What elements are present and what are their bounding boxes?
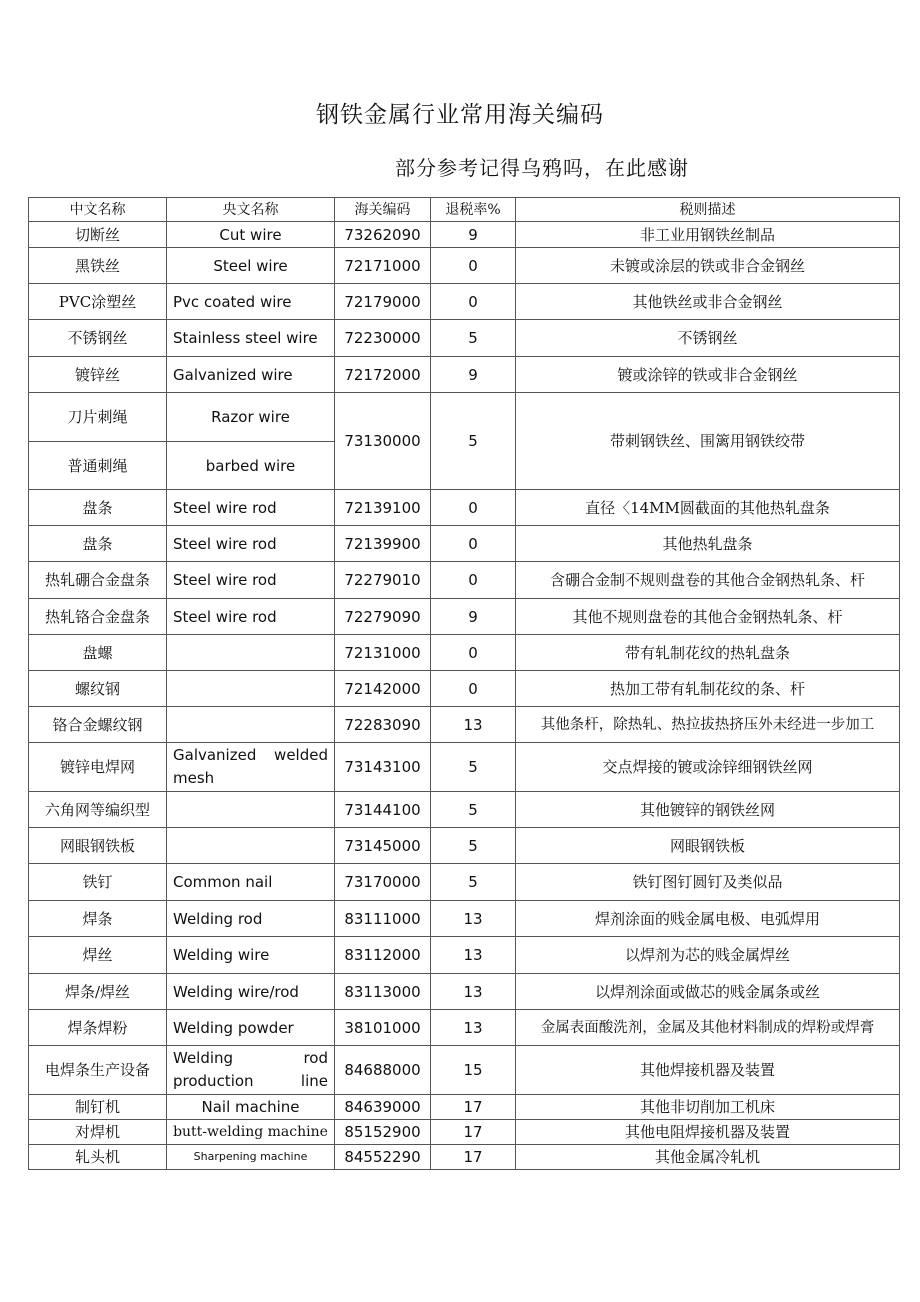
cell-rebate-rate: 13	[431, 937, 516, 974]
cell-chinese-name: 网眼钢铁板	[29, 828, 167, 864]
header-description: 税则描述	[516, 198, 900, 222]
cell-hs-code: 73130000	[335, 393, 431, 490]
cell-hs-code: 83112000	[335, 937, 431, 974]
cell-rebate-rate: 13	[431, 901, 516, 937]
cell-hs-code: 83113000	[335, 974, 431, 1010]
cell-rebate-rate: 0	[431, 635, 516, 671]
cell-chinese-name: PVC涂塑丝	[29, 284, 167, 320]
cell-english-name: Steel wire rod	[167, 562, 335, 599]
cell-rebate-rate: 17	[431, 1095, 516, 1120]
cell-chinese-name: 镀锌电焊网	[29, 743, 167, 792]
cell-description: 热加工带有轧制花纹的条、杆	[516, 671, 900, 707]
cell-hs-code: 72279010	[335, 562, 431, 599]
cell-chinese-name: 切断丝	[29, 222, 167, 248]
cell-hs-code: 73143100	[335, 743, 431, 792]
cell-description: 网眼钢铁板	[516, 828, 900, 864]
cell-chinese-name: 螺纹钢	[29, 671, 167, 707]
cell-english-name: Steel wire rod	[167, 526, 335, 562]
cell-hs-code: 85152900	[335, 1120, 431, 1145]
table-header-row	[29, 198, 900, 222]
cell-hs-code: 72279090	[335, 599, 431, 635]
document-title: 钢铁金属行业常用海关编码	[316, 102, 604, 128]
table-row	[29, 222, 900, 248]
cell-english-name: Welding wire/rod	[167, 974, 335, 1010]
cell-english-name: Cut wire	[167, 222, 335, 248]
cell-chinese-name: 铬合金螺纹钢	[29, 707, 167, 743]
table-row	[29, 393, 900, 442]
cell-english-name: Sharpening machine	[167, 1145, 335, 1170]
header-english-name: 央文名称	[167, 198, 335, 222]
cell-chinese-name: 普通刺绳	[29, 442, 167, 490]
cell-chinese-name: 铁钉	[29, 864, 167, 901]
cell-chinese-name: 盘条	[29, 490, 167, 526]
cell-rebate-rate: 0	[431, 562, 516, 599]
table-row	[29, 526, 900, 562]
cell-description: 以焊剂为芯的贱金属焊丝	[516, 937, 900, 974]
cell-hs-code: 73170000	[335, 864, 431, 901]
cell-rebate-rate: 9	[431, 357, 516, 393]
header-hs-code: 海关编码	[335, 198, 431, 222]
cell-rebate-rate: 9	[431, 599, 516, 635]
table-row	[29, 707, 900, 743]
cell-english-name: Stainless steel wire	[167, 320, 335, 357]
cell-description: 其他非切削加工机床	[516, 1095, 900, 1120]
table-row	[29, 1120, 900, 1145]
cell-rebate-rate: 5	[431, 320, 516, 357]
cell-chinese-name: 电焊条生产设备	[29, 1046, 167, 1095]
cell-english-name: Welding powder	[167, 1010, 335, 1046]
cell-english-name: Galvanized welded mesh	[167, 743, 335, 792]
cell-description: 交点焊接的镀或涂锌细钢铁丝网	[516, 743, 900, 792]
customs-code-table	[28, 197, 900, 1170]
table-row	[29, 974, 900, 1010]
cell-hs-code: 72283090	[335, 707, 431, 743]
cell-english-name: Pvc coated wire	[167, 284, 335, 320]
cell-description: 含硼合金制不规则盘卷的其他合金钢热轧条、杆	[516, 562, 900, 599]
cell-rebate-rate: 0	[431, 490, 516, 526]
cell-english-name: Welding rod production line	[167, 1046, 335, 1095]
cell-description: 其他铁丝或非合金钢丝	[516, 284, 900, 320]
table-row	[29, 937, 900, 974]
cell-chinese-name: 焊条	[29, 901, 167, 937]
table-row	[29, 1095, 900, 1120]
cell-english-name	[167, 671, 335, 707]
table-row	[29, 1145, 900, 1170]
cell-english-name: butt-welding machine	[167, 1120, 335, 1145]
cell-chinese-name: 焊丝	[29, 937, 167, 974]
cell-description: 其他条杆，除热轧、热拉拔热挤压外未经进一步加工	[516, 707, 900, 743]
cell-english-name	[167, 707, 335, 743]
cell-description: 带有轧制花纹的热轧盘条	[516, 635, 900, 671]
cell-chinese-name: 六角网等编织型	[29, 792, 167, 828]
cell-english-name: Galvanized wire	[167, 357, 335, 393]
cell-hs-code: 72131000	[335, 635, 431, 671]
cell-hs-code: 84552290	[335, 1145, 431, 1170]
cell-english-name: Steel wire rod	[167, 490, 335, 526]
cell-hs-code: 73144100	[335, 792, 431, 828]
cell-english-name: Steel wire rod	[167, 599, 335, 635]
cell-description: 其他镀锌的钢铁丝网	[516, 792, 900, 828]
cell-rebate-rate: 5	[431, 792, 516, 828]
cell-description: 镀或涂锌的铁或非合金钢丝	[516, 357, 900, 393]
cell-description: 焊剂涂面的贱金属电极、电弧焊用	[516, 901, 900, 937]
cell-hs-code: 72172000	[335, 357, 431, 393]
cell-hs-code: 84639000	[335, 1095, 431, 1120]
table-row	[29, 320, 900, 357]
cell-chinese-name: 不锈钢丝	[29, 320, 167, 357]
table-row	[29, 671, 900, 707]
table-row	[29, 864, 900, 901]
cell-chinese-name: 镀锌丝	[29, 357, 167, 393]
cell-english-name: Steel wire	[167, 248, 335, 284]
cell-chinese-name: 轧头机	[29, 1145, 167, 1170]
cell-rebate-rate: 5	[431, 864, 516, 901]
table-row	[29, 1046, 900, 1095]
cell-english-name: Welding wire	[167, 937, 335, 974]
cell-rebate-rate: 0	[431, 671, 516, 707]
cell-hs-code: 83111000	[335, 901, 431, 937]
cell-english-name: barbed wire	[167, 442, 335, 490]
cell-english-name: Welding rod	[167, 901, 335, 937]
table-row	[29, 828, 900, 864]
cell-rebate-rate: 13	[431, 974, 516, 1010]
cell-english-name	[167, 828, 335, 864]
cell-description: 带刺钢铁丝、围篱用钢铁绞带	[516, 393, 900, 490]
cell-description: 其他电阻焊接机器及装置	[516, 1120, 900, 1145]
table-row	[29, 248, 900, 284]
cell-rebate-rate: 13	[431, 707, 516, 743]
cell-chinese-name: 盘螺	[29, 635, 167, 671]
cell-chinese-name: 盘条	[29, 526, 167, 562]
table-row	[29, 1010, 900, 1046]
cell-rebate-rate: 5	[431, 393, 516, 490]
table-row	[29, 284, 900, 320]
cell-hs-code: 72171000	[335, 248, 431, 284]
cell-description: 不锈钢丝	[516, 320, 900, 357]
table-row	[29, 901, 900, 937]
table-row	[29, 490, 900, 526]
cell-description: 其他焊接机器及装置	[516, 1046, 900, 1095]
cell-description: 其他不规则盘卷的其他合金钢热轧条、杆	[516, 599, 900, 635]
table-row	[29, 599, 900, 635]
cell-hs-code: 72139100	[335, 490, 431, 526]
cell-rebate-rate: 15	[431, 1046, 516, 1095]
cell-chinese-name: 焊条焊粉	[29, 1010, 167, 1046]
cell-rebate-rate: 0	[431, 248, 516, 284]
cell-hs-code: 72179000	[335, 284, 431, 320]
cell-hs-code: 72230000	[335, 320, 431, 357]
cell-hs-code: 73262090	[335, 222, 431, 248]
cell-chinese-name: 热轧硼合金盘条	[29, 562, 167, 599]
cell-english-name	[167, 635, 335, 671]
cell-hs-code: 73145000	[335, 828, 431, 864]
cell-rebate-rate: 0	[431, 284, 516, 320]
document-subtitle: 部分参考记得乌鸦吗，在此感谢	[395, 156, 689, 180]
cell-english-name: Common nail	[167, 864, 335, 901]
cell-description: 以焊剂涂面或做芯的贱金属条或丝	[516, 974, 900, 1010]
cell-description: 非工业用钢铁丝制品	[516, 222, 900, 248]
cell-rebate-rate: 17	[431, 1120, 516, 1145]
table-row	[29, 562, 900, 599]
cell-english-name: Razor wire	[167, 393, 335, 442]
table-row	[29, 743, 900, 792]
cell-rebate-rate: 5	[431, 743, 516, 792]
cell-chinese-name: 焊条/焊丝	[29, 974, 167, 1010]
cell-hs-code: 72139900	[335, 526, 431, 562]
cell-rebate-rate: 13	[431, 1010, 516, 1046]
header-rebate-rate: 退税率%	[431, 198, 516, 222]
cell-chinese-name: 对焊机	[29, 1120, 167, 1145]
cell-chinese-name: 热轧铬合金盘条	[29, 599, 167, 635]
cell-english-name: Nail machine	[167, 1095, 335, 1120]
cell-english-name	[167, 792, 335, 828]
cell-description: 铁钉图钉圆钉及类似品	[516, 864, 900, 901]
cell-hs-code: 38101000	[335, 1010, 431, 1046]
cell-description: 直径〈14MM圆截面的其他热轧盘条	[516, 490, 900, 526]
table-row	[29, 635, 900, 671]
cell-chinese-name: 制钉机	[29, 1095, 167, 1120]
cell-rebate-rate: 9	[431, 222, 516, 248]
cell-rebate-rate: 17	[431, 1145, 516, 1170]
cell-description: 金属表面酸洗剂，金属及其他材料制成的焊粉或焊膏	[516, 1010, 900, 1046]
cell-description: 未镀或涂层的铁或非合金钢丝	[516, 248, 900, 284]
header-chinese-name: 中文名称	[29, 198, 167, 222]
cell-description: 其他热轧盘条	[516, 526, 900, 562]
cell-chinese-name: 刀片刺绳	[29, 393, 167, 442]
cell-chinese-name: 黑铁丝	[29, 248, 167, 284]
cell-rebate-rate: 5	[431, 828, 516, 864]
cell-rebate-rate: 0	[431, 526, 516, 562]
cell-hs-code: 84688000	[335, 1046, 431, 1095]
table-row	[29, 357, 900, 393]
table-row	[29, 792, 900, 828]
cell-description: 其他金属冷轧机	[516, 1145, 900, 1170]
cell-hs-code: 72142000	[335, 671, 431, 707]
